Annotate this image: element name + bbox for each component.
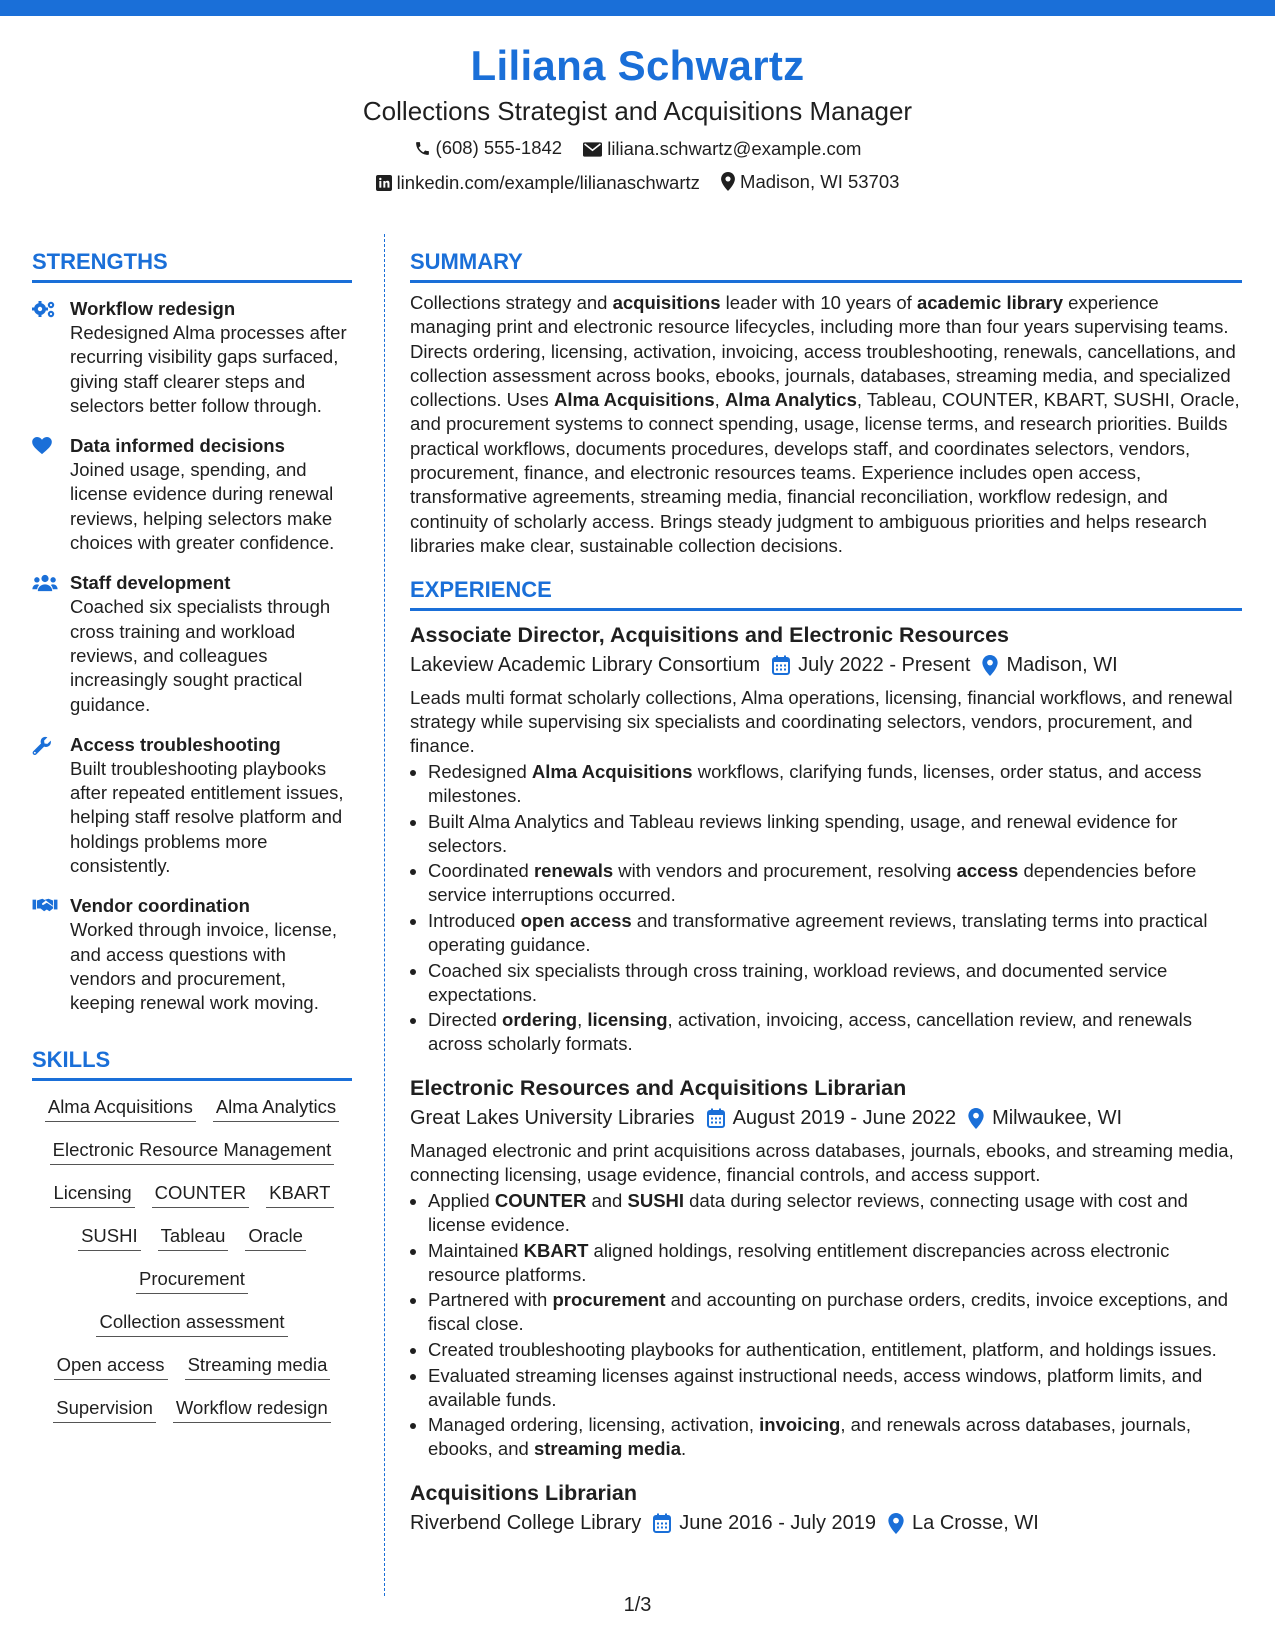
strength-title: Access troubleshooting: [70, 733, 281, 755]
skill-row: [32, 1396, 352, 1423]
skill-tag: Alma Analytics: [213, 1095, 339, 1122]
bold-keyword: renewals: [533, 860, 614, 882]
skill-tag: Open access: [54, 1353, 168, 1380]
job-bullet: • Created troubleshooting playbooks for authentication, entitlement, platform, and holdings issues.: [428, 1338, 1242, 1362]
job-bullet: • Directed ordering, licensing, activation, invoicing, access, cancellation review, and renewals across scholarly formats.: [428, 1008, 1242, 1056]
candidate-name: Liliana Schwartz: [470, 42, 805, 89]
job-meta: [410, 1509, 1242, 1537]
linkedin-text: linkedin.com/example/lilianaschwartz: [396, 172, 700, 193]
skill-tag: Workflow redesign: [173, 1396, 331, 1423]
skill-tag: Tableau: [158, 1224, 229, 1251]
job-title: Acquisitions Librarian: [410, 1481, 637, 1506]
job-bullet: • Partnered with procurement and accounting on purchase orders, credits, invoice exceptions, and fiscal close.: [428, 1288, 1242, 1336]
linkedin-item[interactable]: [376, 171, 700, 195]
job-description: Leads multi format scholarly collections, Alma operations, licensing, financial workflows, and renewal strategy while supervising six specialists and coordinating selectors, vendors, procurement, and finance.: [410, 687, 1233, 757]
job-title: Electronic Resources and Acquisitions Librarian: [410, 1076, 907, 1101]
bold-keyword: invoicing: [759, 1414, 841, 1436]
summary-heading: SUMMARY: [410, 248, 1242, 283]
job-title: Associate Director, Acquisitions and Electronic Resources: [410, 623, 1010, 648]
strength-desc: Built troubleshooting playbooks after repeated entitlement issues, helping staff resolve platform and holdings problems more consistently.: [70, 757, 344, 877]
right-column: [410, 248, 1242, 1537]
email-item[interactable]: [583, 137, 861, 161]
bold-keyword: access: [956, 860, 1019, 882]
bold-keyword: open access: [520, 910, 632, 932]
page-number: 1/3: [623, 1594, 652, 1616]
job-dates: August 2019 - June 2022: [707, 1104, 957, 1132]
skill-row: [32, 1138, 352, 1165]
strength-item: [32, 571, 352, 716]
job-entry: [410, 1074, 1242, 1461]
map-pin-icon: [888, 1513, 904, 1534]
job-meta: [410, 651, 1242, 679]
strengths-heading: STRENGTHS: [32, 248, 352, 283]
skill-tag: Collection assessment: [96, 1310, 287, 1337]
contact-line-1: [0, 136, 1275, 163]
calendar-icon: [707, 1108, 725, 1128]
skill-row: [32, 1224, 352, 1251]
job-bullets: [410, 760, 1242, 1056]
job-bullet: • Managed ordering, licensing, activation, invoicing, and renewals across databases, journals, ebooks, and streaming media.: [428, 1413, 1242, 1461]
map-pin-icon: [968, 1108, 984, 1129]
strength-desc: Coached six specialists through cross training and workload reviews, and colleagues increasingly sought practical guidance.: [70, 596, 331, 715]
phone-text: (608) 555-1842: [435, 137, 563, 158]
skill-tag: Alma Acquisitions: [45, 1095, 196, 1122]
job-location: Madison, WI: [982, 651, 1117, 679]
skill-tag: COUNTER: [152, 1181, 249, 1208]
job-location: La Crosse, WI: [888, 1509, 1039, 1537]
skill-tag: Procurement: [136, 1267, 248, 1294]
strength-desc: Worked through invoice, license, and access questions with vendors and procurement, keeping renewal work moving.: [70, 919, 338, 1014]
strength-item: [32, 894, 352, 1015]
bold-keyword: SUSHI: [627, 1190, 685, 1212]
job-location: Milwaukee, WI: [968, 1104, 1122, 1132]
skills-cloud: [32, 1095, 352, 1423]
skill-tag: KBART: [266, 1181, 333, 1208]
experience-list: [410, 621, 1242, 1537]
map-pin-icon: [721, 172, 735, 191]
bold-keyword: licensing: [587, 1009, 668, 1031]
column-divider: [384, 234, 385, 1596]
skill-row: [32, 1310, 352, 1337]
calendar-icon: [653, 1513, 671, 1533]
linkedin-icon: [376, 175, 392, 191]
location-text: Madison, WI 53703: [740, 170, 900, 192]
skill-tag: Licensing: [50, 1181, 134, 1208]
strength-item: [32, 297, 352, 418]
skill-tag: Streaming media: [185, 1353, 331, 1380]
job-bullet: • Applied COUNTER and SUSHI data during selector reviews, connecting usage with cost and license evidence.: [428, 1189, 1242, 1237]
job-entry: [410, 1479, 1242, 1537]
bold-keyword: streaming media: [533, 1438, 681, 1460]
strength-item: [32, 733, 352, 878]
bold-keyword: academic library: [916, 292, 1063, 313]
job-bullet: • Redesigned Alma Acquisitions workflows, clarifying funds, licenses, order status, and access milestones.: [428, 760, 1242, 808]
users-icon: [32, 571, 56, 716]
strength-title: Staff development: [70, 572, 231, 594]
job-bullet: • Maintained KBART aligned holdings, resolving entitlement discrepancies across electronic resource platforms.: [428, 1239, 1242, 1287]
resume-header: [0, 40, 1275, 197]
skill-row: [32, 1095, 352, 1122]
strength-desc: Joined usage, spending, and license evidence during renewal reviews, helping selectors make choices with greater confidence.: [70, 459, 335, 554]
phone-icon: [414, 140, 431, 157]
envelope-icon: [583, 142, 602, 157]
skill-tag: Electronic Resource Management: [50, 1138, 335, 1165]
bold-keyword: procurement: [552, 1289, 666, 1311]
job-organization: Great Lakes University Libraries: [410, 1107, 695, 1130]
strength-title: Workflow redesign: [70, 298, 236, 319]
job-description: Managed electronic and print acquisitions across databases, journals, ebooks, and streaming media, connecting licensing, usage evidence, financial controls, and access support.: [410, 1140, 1234, 1186]
skill-row: [32, 1353, 352, 1380]
bold-keyword: Alma Analytics: [724, 389, 857, 411]
job-bullet: • Introduced open access and transformative agreement reviews, translating terms into practical operating guidance.: [428, 909, 1242, 957]
calendar-icon: [772, 655, 790, 675]
skill-row: [32, 1181, 352, 1208]
skills-heading: SKILLS: [32, 1046, 352, 1081]
job-organization: Riverbend College Library: [410, 1512, 642, 1535]
job-bullet: • Coached six specialists through cross training, workload reviews, and documented service expectations.: [428, 959, 1242, 1007]
gears-icon: [32, 297, 56, 418]
heart-icon: [32, 434, 56, 555]
job-dates: June 2016 - July 2019: [653, 1509, 876, 1537]
job-bullet: • Evaluated streaming licenses against instructional needs, access windows, platform limits, and available funds.: [428, 1364, 1242, 1412]
wrench-icon: [32, 733, 56, 878]
contact-line-2: [0, 170, 1275, 198]
bold-keyword: COUNTER: [494, 1190, 587, 1212]
strength-title: Vendor coordination: [70, 895, 250, 917]
skill-tag: SUSHI: [78, 1224, 141, 1251]
phone-item[interactable]: [414, 136, 563, 160]
job-bullet: • Coordinated renewals with vendors and procurement, resolving access dependencies before service interruptions occurred.: [428, 859, 1242, 907]
bold-keyword: Alma Acquisitions: [531, 761, 693, 783]
strength-item: [32, 434, 352, 555]
job-meta: [410, 1104, 1242, 1132]
strength-desc: Redesigned Alma processes after recurring visibility gaps surfaced, giving staff clearer steps and selectors better follow through.: [70, 322, 347, 416]
bold-keyword: Alma Acquisitions: [553, 389, 715, 411]
job-bullets: [410, 1189, 1242, 1461]
bold-keyword: KBART: [523, 1239, 589, 1261]
candidate-role: Collections Strategist and Acquisitions Manager: [362, 96, 913, 126]
handshake-icon: [32, 894, 56, 1015]
location-item: [721, 170, 899, 194]
email-text: liliana.schwartz@example.com: [607, 138, 862, 159]
top-accent-bar: [0, 0, 1275, 16]
bold-keyword: acquisitions: [612, 292, 721, 313]
map-pin-icon: [982, 655, 998, 676]
job-organization: Lakeview Academic Library Consortium: [410, 654, 761, 677]
experience-heading: EXPERIENCE: [410, 576, 1242, 611]
strengths-list: [32, 297, 352, 1016]
skill-tag: Supervision: [53, 1396, 156, 1423]
job-bullet: • Built Alma Analytics and Tableau reviews linking spending, usage, and renewal evidence for selectors.: [428, 810, 1242, 858]
bold-keyword: ordering: [502, 1009, 578, 1031]
strength-title: Data informed decisions: [70, 435, 285, 457]
job-dates: July 2022 - Present: [772, 651, 970, 679]
summary-text: Collections strategy and acquisitions leader with 10 years of academic library experience managing print and electronic resource lifecycles, including more than four years supervising teams. Directs ordering, licensing, activation, invoicing, access troubleshooting, renewals, cancellations, and collection assessment across books, ebooks, journals, databases, streaming media, and specialized collections. Uses Alma Acquisitions, Alma Analytics, Tableau, COUNTER, KBART, SUSHI, Oracle, and procurement systems to connect spending, usage, license terms, and research priorities. Builds practical workflows, documents procedures, develops staff, and coordinates selectors, vendors, procurement, finance, and electronic resources teams. Experience includes open access, transformative agreements, streaming media, financial reconciliation, workflow redesign, and continuity of scholarly access. Brings steady judgment to ambiguous priorities and helps research libraries make clear, sustainable collection decisions.: [410, 292, 1240, 556]
job-entry: [410, 621, 1242, 1056]
skill-row: [32, 1267, 352, 1294]
skill-tag: Oracle: [245, 1224, 306, 1251]
left-column: [32, 248, 352, 1439]
